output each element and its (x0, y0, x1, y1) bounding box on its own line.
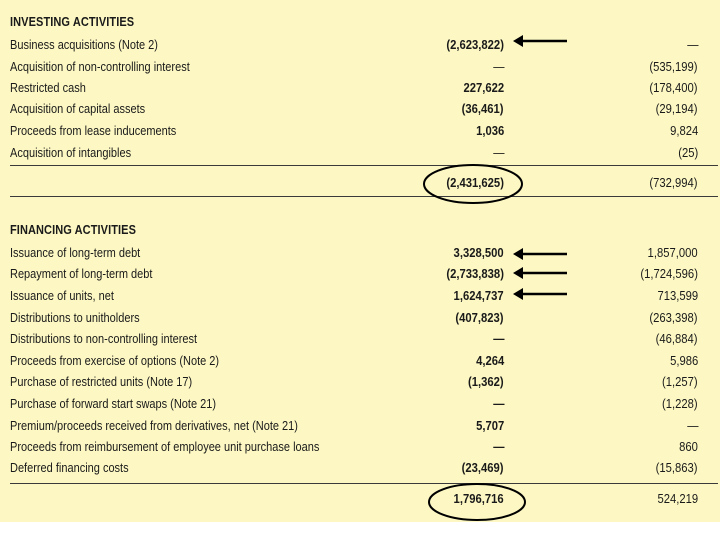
financing-row-deferred-costs (0, 458, 720, 478)
financing-total-prior: 524,219 (657, 492, 698, 506)
current-year-value: — (492, 60, 504, 74)
circled-total-icon (425, 480, 529, 524)
row-label: Acquisition of intangibles (10, 146, 132, 160)
row-label: Business acquisitions (Note 2) (10, 38, 158, 52)
current-year-value: 1,036 (475, 124, 504, 138)
financing-row-distributions-nci (0, 329, 720, 349)
financing-total-row (0, 489, 720, 509)
arrow-left-icon (513, 34, 569, 48)
prior-year-value: 860 (679, 440, 698, 454)
investing-row-non-controlling-interest (0, 57, 720, 77)
current-year-value: (23,469) (462, 461, 504, 475)
financing-row-restricted-units (0, 372, 720, 392)
current-year-value: (2,623,822) (446, 38, 504, 52)
row-label: Deferred financing costs (10, 461, 129, 475)
prior-year-value: (1,228) (662, 397, 698, 411)
row-label: Distributions to non-controlling interest (10, 332, 198, 346)
prior-year-value: (29,194) (656, 102, 698, 116)
financing-row-forward-swaps (0, 394, 720, 414)
prior-year-value: 713,599 (657, 289, 698, 303)
prior-year-value: (46,884) (656, 332, 698, 346)
row-label: Issuance of units, net (10, 289, 114, 303)
arrow-left-icon (513, 287, 569, 301)
financing-total-current: 1,796,716 (453, 492, 504, 506)
current-year-value: — (492, 146, 504, 160)
row-label: Restricted cash (10, 81, 86, 95)
current-year-value: — (492, 397, 504, 411)
current-year-value: 1,624,737 (453, 289, 504, 303)
prior-year-value: (263,398) (649, 311, 698, 325)
current-year-value: 4,264 (475, 354, 504, 368)
row-label: Proceeds from lease inducements (10, 124, 177, 138)
financing-row-exercise-options (0, 351, 720, 371)
investing-row-restricted-cash (0, 78, 720, 98)
investing-total-current: (2,431,625) (446, 176, 504, 190)
investing-row-intangibles (0, 143, 720, 163)
investing-activities-heading: INVESTING ACTIVITIES (10, 15, 135, 29)
prior-year-value: (15,863) (656, 461, 698, 475)
row-label: Acquisition of non-controlling interest (10, 60, 190, 74)
subtotal-rule (10, 483, 718, 484)
row-label: Acquisition of capital assets (10, 102, 146, 116)
subtotal-rule (10, 165, 718, 166)
arrow-left-icon (513, 266, 569, 280)
investing-row-capital-assets (0, 99, 720, 119)
investing-row-business-acquisitions (0, 35, 720, 55)
investing-total-row (0, 173, 720, 193)
prior-year-value: (535,199) (649, 60, 698, 74)
row-label: Purchase of forward start swaps (Note 21) (10, 397, 217, 411)
prior-year-value: — (686, 38, 698, 52)
arrow-left-icon (513, 247, 569, 261)
current-year-value: (407,823) (455, 311, 504, 325)
row-label: Issuance of long-term debt (10, 246, 141, 260)
current-year-value: — (492, 332, 504, 346)
current-year-value: (36,461) (462, 102, 504, 116)
prior-year-value: 5,986 (669, 354, 698, 368)
row-label: Premium/proceeds received from derivatives, net (Note 21) (10, 419, 298, 433)
current-year-value: (1,362) (468, 375, 504, 389)
prior-year-value: (1,724,596) (640, 267, 698, 281)
prior-year-value: (1,257) (662, 375, 698, 389)
financing-row-distributions-unitholders (0, 308, 720, 328)
financing-row-issuance-debt (0, 243, 720, 263)
prior-year-value: 1,857,000 (647, 246, 698, 260)
prior-year-value: — (686, 419, 698, 433)
current-year-value: (2,733,838) (446, 267, 504, 281)
row-label: Distributions to unitholders (10, 311, 140, 325)
prior-year-value: (178,400) (649, 81, 698, 95)
financing-row-employee-loans (0, 437, 720, 457)
current-year-value: 227,622 (463, 81, 504, 95)
row-label: Purchase of restricted units (Note 17) (10, 375, 193, 389)
circled-total-icon (421, 162, 525, 206)
prior-year-value: (25) (677, 146, 698, 160)
prior-year-value: 9,824 (669, 124, 698, 138)
current-year-value: 3,328,500 (453, 246, 504, 260)
row-label: Proceeds from exercise of options (Note 2) (10, 354, 220, 368)
financing-row-derivatives (0, 416, 720, 436)
row-label: Proceeds from reimbursement of employee unit purchase loans (10, 440, 320, 454)
current-year-value: — (492, 440, 504, 454)
financing-row-issuance-units (0, 286, 720, 306)
current-year-value: 5,707 (475, 419, 504, 433)
investing-row-lease-inducements (0, 121, 720, 141)
financing-activities-heading: FINANCING ACTIVITIES (10, 223, 137, 237)
row-label: Repayment of long-term debt (10, 267, 153, 281)
financing-row-repayment-debt (0, 264, 720, 284)
investing-total-prior: (732,994) (649, 176, 698, 190)
total-rule (10, 196, 718, 197)
